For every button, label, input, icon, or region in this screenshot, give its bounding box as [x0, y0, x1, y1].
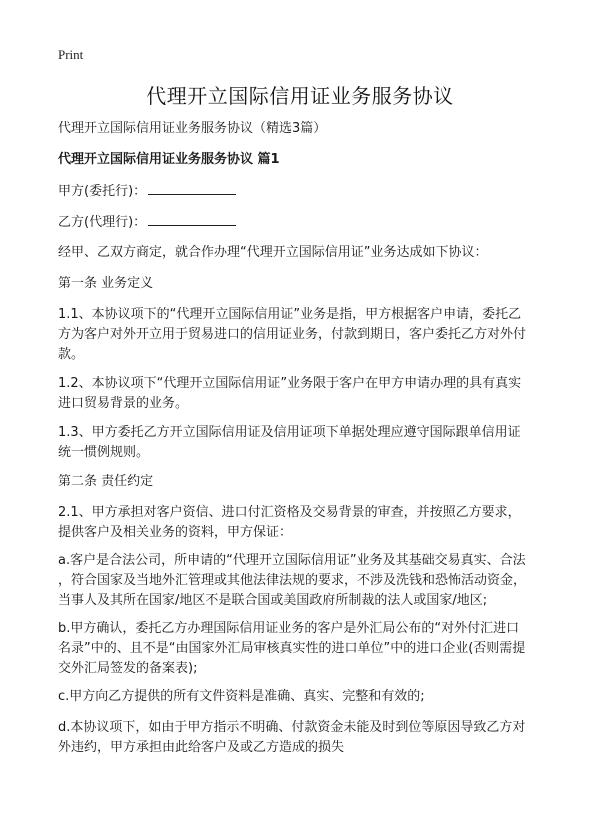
- party-a-blank: [148, 181, 236, 195]
- document-subtitle: 代理开立国际信用证业务服务协议（精选3篇）: [58, 121, 327, 136]
- clause-line: 名录”中的、且不是“由国家外汇局审核真实性的进口单位”中的进口企业(否则需提: [58, 641, 526, 656]
- clause-1-2: [58, 374, 552, 414]
- intro-paragraph: 经甲、乙双方商定，就合作办理“代理开立国际信用证”业务达成如下协议：: [58, 245, 488, 260]
- clause-1-1: [58, 305, 552, 365]
- party-b-label: 乙方(代理行)：: [58, 215, 147, 230]
- article-2-title: 第二条 责任约定: [58, 474, 154, 489]
- section-heading: 代理开立国际信用证业务服务协议 篇1: [58, 152, 280, 167]
- clause-line: 统一惯例规则。: [58, 445, 150, 460]
- item-b: [58, 619, 552, 679]
- article-1-title: 第一条 业务定义: [58, 276, 154, 291]
- clause-line: d.本协议项下，如由于甲方指示不明确、付款资金未能及时到位等原因导致乙方对: [58, 720, 526, 735]
- clause-line: 1.3、甲方委托乙方开立国际信用证及信用证项下单据处理应遵守国际跟单信用证: [58, 425, 521, 440]
- print-link[interactable]: Print: [58, 47, 84, 62]
- clause-line: 1.2、本协议项下“代理开立国际信用证”业务限于客户在甲方申请办理的具有真实: [58, 376, 522, 391]
- item-d: [58, 718, 552, 758]
- clause-line: a.客户是合法公司，所申请的“代理开立国际信用证”业务及其基础交易真实、合法: [58, 553, 526, 568]
- clause-line: ，符合国家及当地外汇管理或其他法律法规的要求，不涉及洗钱和恐怖活动资金，: [58, 573, 527, 588]
- clause-line: 外违约，甲方承担由此给客户及或乙方造成的损失: [58, 740, 345, 755]
- clause-line: c.甲方向乙方提供的所有文件资料是准确、真实、完整和有效的;: [58, 689, 425, 704]
- item-c: [58, 687, 552, 707]
- party-a-label: 甲方(委托行)：: [58, 184, 147, 199]
- party-b-row: [58, 212, 552, 233]
- party-b-blank: [148, 212, 236, 226]
- clause-1-3: [58, 423, 552, 463]
- item-a: [58, 551, 552, 611]
- clause-line: 提供客户及相关业务的资料，甲方保证：: [58, 525, 293, 540]
- clause-line: 方为客户对外开立用于贸易进口的信用证业务，付款到期日，客户委托乙方对外付: [58, 327, 527, 342]
- party-a-row: [58, 181, 552, 202]
- clause-line: 当事人及其所在国家/地区不是联合国或美国政府所制裁的法人或国家/地区;: [58, 593, 488, 608]
- clause-line: 交外汇局签发的备案表);: [58, 661, 198, 676]
- clause-2-1: [58, 503, 552, 543]
- clause-line: 1.1、本协议项下的“代理开立国际信用证”业务是指，甲方根据客户申请，委托乙: [58, 307, 522, 322]
- clause-line: 2.1、甲方承担对客户资信、进口付汇资格及交易背景的审查，并按照乙方要求，: [58, 505, 521, 520]
- clause-line: b.甲方确认，委托乙方办理国际信用证业务的客户是外汇局公布的“对外付汇进口: [58, 621, 520, 636]
- clause-line: 款。: [58, 347, 85, 362]
- document-title: 代理开立国际信用证业务服务协议: [146, 84, 454, 108]
- clause-line: 进口贸易背景的业务。: [58, 396, 189, 411]
